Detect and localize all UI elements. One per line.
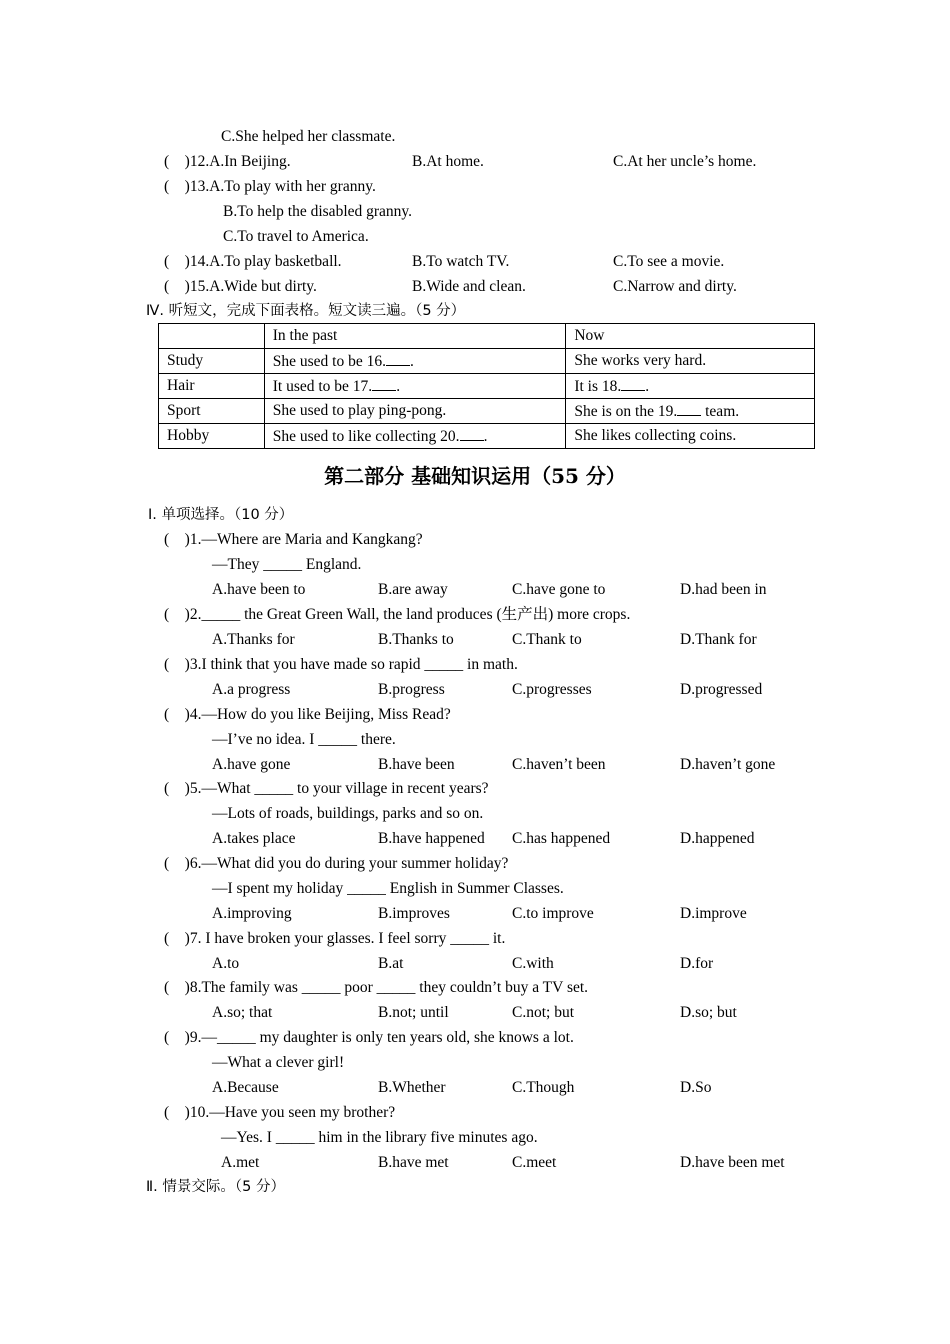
q6-option-c: C.to improve bbox=[512, 905, 594, 922]
q15-option-b: B.Wide and clean. bbox=[412, 278, 526, 295]
q14-option-b: B.To watch TV. bbox=[412, 253, 510, 270]
q7-option-a: A.to bbox=[212, 955, 240, 972]
q10-option-b: B.have met bbox=[378, 1154, 449, 1171]
answer-blank-16[interactable] bbox=[386, 351, 410, 366]
q5-option-c: C.has happened bbox=[512, 830, 611, 847]
table-row bbox=[159, 424, 815, 449]
q8-option-d: D.so; but bbox=[680, 1004, 737, 1021]
q8-option-b: B.not; until bbox=[378, 1004, 449, 1021]
q6-stem2: —I spent my holiday _____ English in Summer Classes. bbox=[212, 880, 564, 897]
q8-option-c: C.not; but bbox=[512, 1004, 575, 1021]
now-cell: She likes collecting coins. bbox=[566, 424, 815, 449]
q5-option-b: B.have happened bbox=[378, 830, 485, 847]
past-cell: She used to like collecting 20. . bbox=[264, 424, 566, 449]
q6-option-a: A.improving bbox=[212, 905, 292, 922]
situational-heading: Ⅱ. 情景交际。（5 分） bbox=[146, 1179, 285, 1195]
now-cell: She is on the 19. team. bbox=[566, 399, 815, 424]
q3-option-d: D.progressed bbox=[680, 681, 763, 698]
table-row bbox=[159, 374, 815, 399]
q14-stem: ( )14.A.To play basketball. bbox=[164, 253, 342, 270]
q9-option-d: D.So bbox=[680, 1079, 712, 1096]
q10-stem2: —Yes. I _____ him in the library five minutes ago. bbox=[221, 1129, 538, 1146]
q14-option-c: C.To see a movie. bbox=[613, 253, 725, 270]
past-cell: She used to be 16. . bbox=[264, 349, 566, 374]
q4-option-b: B.have been bbox=[378, 756, 455, 773]
q2-option-c: C.Thank to bbox=[512, 631, 582, 648]
q3-stem: ( )3.I think that you have made so rapid _____ in math. bbox=[164, 656, 518, 673]
q10-option-c: C.meet bbox=[512, 1154, 557, 1171]
section4-heading: Ⅳ. 听短文，完成下面表格。短文读三遍。（5 分） bbox=[146, 303, 466, 319]
q6-option-d: D.improve bbox=[680, 905, 747, 922]
q2-option-d: D.Thank for bbox=[680, 631, 757, 648]
row-label: Sport bbox=[159, 399, 265, 424]
row-label: Hobby bbox=[159, 424, 265, 449]
q12-option-c: C.At her uncle’s home. bbox=[613, 153, 757, 170]
q13-option-b: B.To help the disabled granny. bbox=[223, 203, 413, 220]
q7-option-b: B.at bbox=[378, 955, 404, 972]
q5-option-d: D.happened bbox=[680, 830, 755, 847]
q1-option-d: D.had been in bbox=[680, 581, 767, 598]
q4-option-d: D.haven’t gone bbox=[680, 756, 776, 773]
part2-title: 第二部分 基础知识运用（55 分） bbox=[324, 464, 626, 488]
q10-stem: ( )10.—Have you seen my brother? bbox=[164, 1104, 396, 1121]
listening-table bbox=[158, 323, 815, 449]
q9-option-c: C.Though bbox=[512, 1079, 575, 1096]
q1-option-a: A.have been to bbox=[212, 581, 306, 598]
q3-option-a: A.a progress bbox=[212, 681, 291, 698]
answer-blank-20[interactable] bbox=[460, 426, 484, 441]
table-header-cell: In the past bbox=[264, 324, 566, 349]
q10-option-d: D.have been met bbox=[680, 1154, 785, 1171]
table-header-cell: Now bbox=[566, 324, 815, 349]
q1-stem: ( )1.—Where are Maria and Kangkang? bbox=[164, 531, 423, 548]
past-cell: It used to be 17. . bbox=[264, 374, 566, 399]
answer-blank-17[interactable] bbox=[372, 376, 396, 391]
answer-blank-18[interactable] bbox=[621, 376, 645, 391]
single-choice-heading: Ⅰ. 单项选择。（10 分） bbox=[148, 507, 294, 523]
past-cell: She used to play ping-pong. bbox=[264, 399, 566, 424]
q12-stem: ( )12.A.In Beijing. bbox=[164, 153, 291, 170]
answer-blank-19[interactable] bbox=[677, 401, 701, 416]
q8-stem: ( )8.The family was _____ poor _____ they couldn’t buy a TV set. bbox=[164, 979, 589, 996]
q9-option-b: B.Whether bbox=[378, 1079, 446, 1096]
table-row bbox=[159, 399, 815, 424]
table-row bbox=[159, 349, 815, 374]
q6-option-b: B.improves bbox=[378, 905, 450, 922]
row-label: Hair bbox=[159, 374, 265, 399]
q3-option-b: B.progress bbox=[378, 681, 445, 698]
q12-option-b: B.At home. bbox=[412, 153, 484, 170]
q2-stem: ( )2._____ the Great Green Wall, the land produces (生产出) more crops. bbox=[164, 606, 631, 623]
q7-stem: ( )7. I have broken your glasses. I feel sorry _____ it. bbox=[164, 930, 506, 947]
q8-option-a: A.so; that bbox=[212, 1004, 273, 1021]
q11-option-c: C.She helped her classmate. bbox=[221, 128, 396, 145]
q6-stem: ( )6.—What did you do during your summer holiday? bbox=[164, 855, 509, 872]
q7-option-d: D.for bbox=[680, 955, 714, 972]
row-label: Study bbox=[159, 349, 265, 374]
q4-stem2: —I’ve no idea. I _____ there. bbox=[212, 731, 396, 748]
q5-option-a: A.takes place bbox=[212, 830, 296, 847]
q15-option-c: C.Narrow and dirty. bbox=[613, 278, 737, 295]
q4-option-c: C.haven’t been bbox=[512, 756, 606, 773]
q4-stem: ( )4.—How do you like Beijing, Miss Read? bbox=[164, 706, 451, 723]
table-header-cell bbox=[159, 324, 265, 349]
q1-option-b: B.are away bbox=[378, 581, 448, 598]
q9-option-a: A.Because bbox=[212, 1079, 279, 1096]
q4-option-a: A.have gone bbox=[212, 756, 291, 773]
q13-stem: ( )13.A.To play with her granny. bbox=[164, 178, 376, 195]
q1-option-c: C.have gone to bbox=[512, 581, 606, 598]
q1-stem2: —They _____ England. bbox=[212, 556, 362, 573]
q5-stem2: —Lots of roads, buildings, parks and so on. bbox=[212, 805, 484, 822]
q2-option-b: B.Thanks to bbox=[378, 631, 454, 648]
table-header-row bbox=[159, 324, 815, 349]
q5-stem: ( )5.—What _____ to your village in recent years? bbox=[164, 780, 489, 797]
q9-stem: ( )9.—_____ my daughter is only ten years old, she knows a lot. bbox=[164, 1029, 574, 1046]
q9-stem2: —What a clever girl! bbox=[212, 1054, 345, 1071]
q2-option-a: A.Thanks for bbox=[212, 631, 295, 648]
now-cell: She works very hard. bbox=[566, 349, 815, 374]
q7-option-c: C.with bbox=[512, 955, 554, 972]
q13-option-c: C.To travel to America. bbox=[223, 228, 369, 245]
q15-stem: ( )15.A.Wide but dirty. bbox=[164, 278, 317, 295]
q10-option-a: A.met bbox=[221, 1154, 260, 1171]
q3-option-c: C.progresses bbox=[512, 681, 592, 698]
now-cell: It is 18. . bbox=[566, 374, 815, 399]
